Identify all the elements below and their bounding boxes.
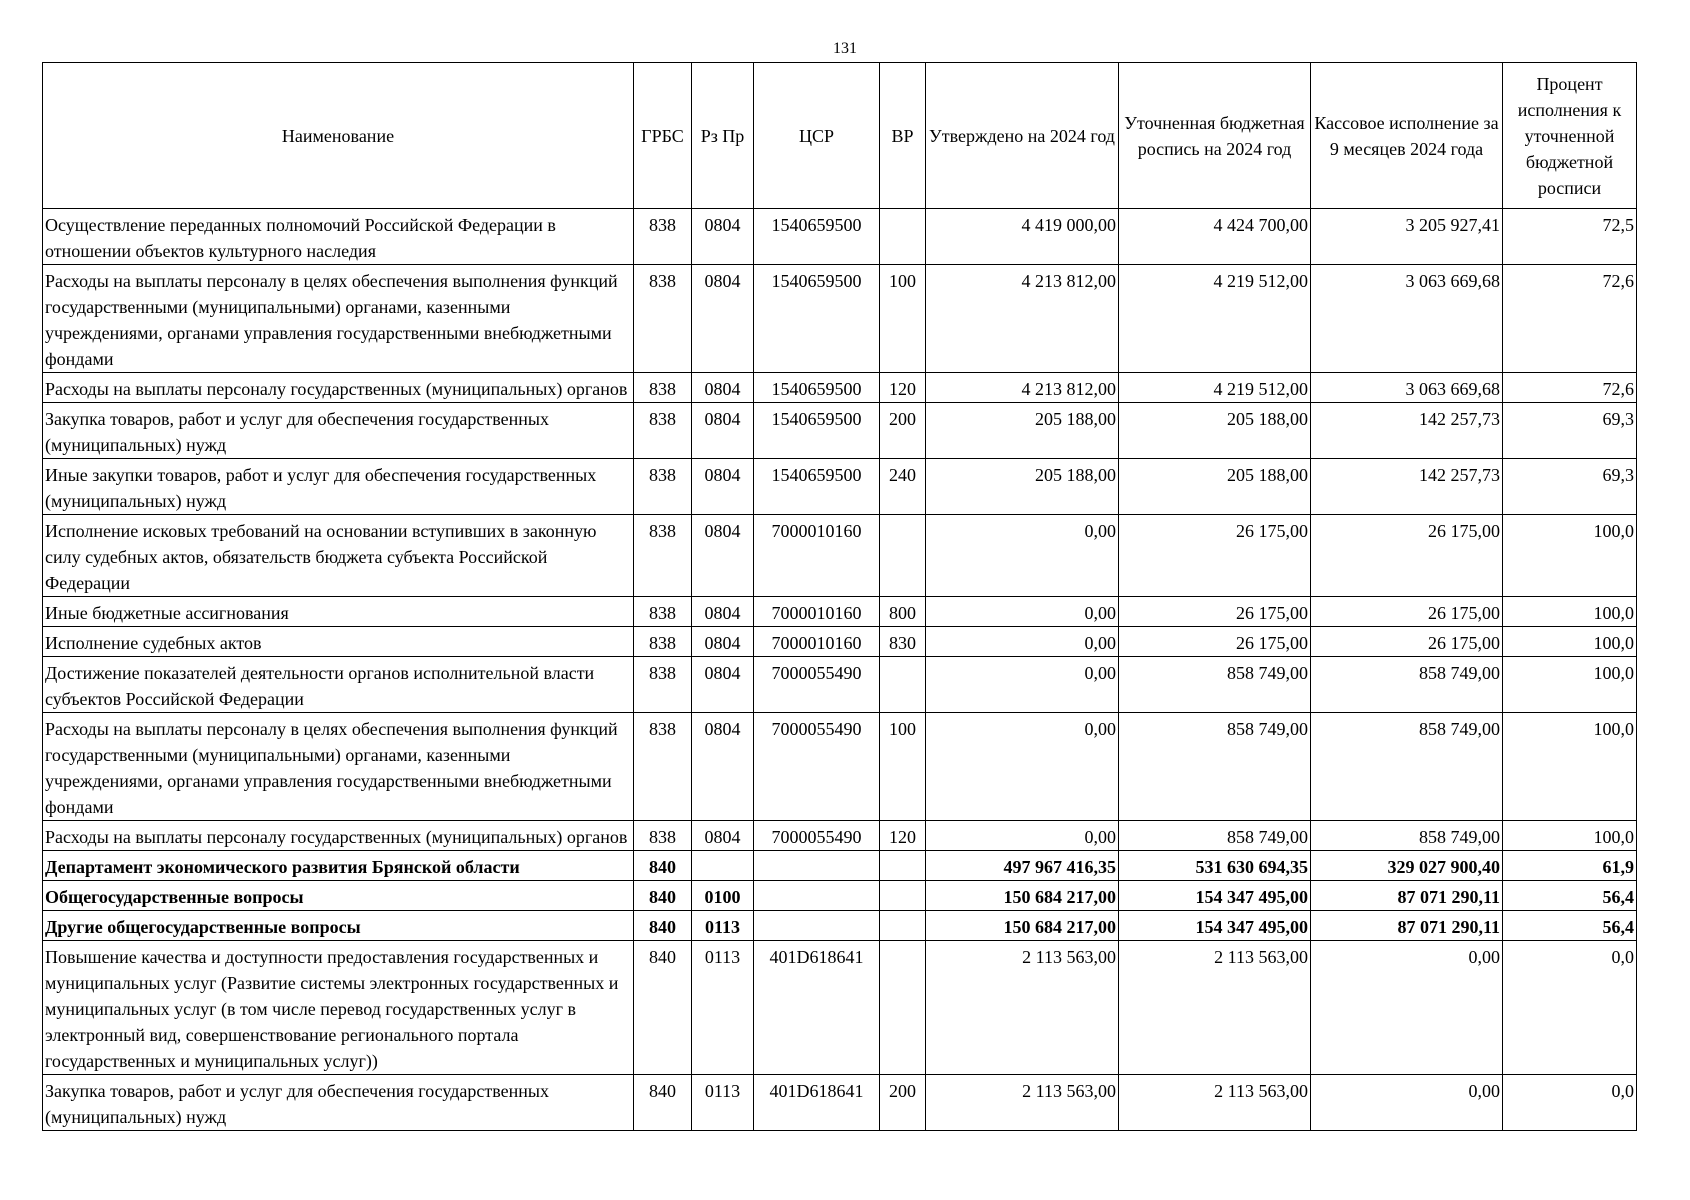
cell-vr: 100 <box>880 713 926 821</box>
cell-csr: 7000010160 <box>754 597 880 627</box>
cell-approved: 205 188,00 <box>926 459 1119 515</box>
table-row <box>43 821 1637 851</box>
cell-rzpr: 0804 <box>692 459 754 515</box>
cell-percent: 72,6 <box>1503 265 1637 373</box>
cell-refined: 858 749,00 <box>1119 657 1311 713</box>
header-grbs: ГРБС <box>634 63 692 209</box>
cell-grbs: 840 <box>634 941 692 1075</box>
cell-cash: 26 175,00 <box>1311 515 1503 597</box>
cell-cash: 3 063 669,68 <box>1311 373 1503 403</box>
cell-vr <box>880 657 926 713</box>
cell-refined: 531 630 694,35 <box>1119 851 1311 881</box>
cell-csr: 1540659500 <box>754 209 880 265</box>
cell-grbs: 840 <box>634 851 692 881</box>
header-percent: Процент исполнения к уточненной бюджетной росписи <box>1503 63 1637 209</box>
table-row <box>43 851 1637 881</box>
cell-grbs: 838 <box>634 459 692 515</box>
cell-grbs: 838 <box>634 403 692 459</box>
cell-cash: 87 071 290,11 <box>1311 911 1503 941</box>
cell-refined: 2 113 563,00 <box>1119 1075 1311 1131</box>
cell-refined: 858 749,00 <box>1119 713 1311 821</box>
cell-vr <box>880 911 926 941</box>
cell-cash: 858 749,00 <box>1311 657 1503 713</box>
table-row <box>43 597 1637 627</box>
cell-csr: 1540659500 <box>754 459 880 515</box>
cell-grbs: 838 <box>634 657 692 713</box>
cell-name: Расходы на выплаты персоналу в целях обеспечения выполнения функций государственными (муниципальными) органами, казенными учреждениями, органами управления государственными внебюджетными фондами <box>43 265 634 373</box>
table-row <box>43 265 1637 373</box>
cell-name: Закупка товаров, работ и услуг для обеспечения государственных (муниципальных) нужд <box>43 1075 634 1131</box>
header-name: Наименование <box>43 63 634 209</box>
cell-csr: 7000010160 <box>754 627 880 657</box>
cell-refined: 26 175,00 <box>1119 515 1311 597</box>
cell-percent: 72,6 <box>1503 373 1637 403</box>
cell-grbs: 838 <box>634 597 692 627</box>
table-row <box>43 941 1637 1075</box>
cell-vr <box>880 209 926 265</box>
cell-approved: 2 113 563,00 <box>926 941 1119 1075</box>
cell-cash: 142 257,73 <box>1311 459 1503 515</box>
cell-name: Общегосударственные вопросы <box>43 881 634 911</box>
cell-name: Расходы на выплаты персоналу государственных (муниципальных) органов <box>43 373 634 403</box>
cell-vr: 200 <box>880 1075 926 1131</box>
cell-percent: 56,4 <box>1503 911 1637 941</box>
cell-cash: 0,00 <box>1311 1075 1503 1131</box>
cell-percent: 100,0 <box>1503 627 1637 657</box>
table-row <box>43 459 1637 515</box>
cell-rzpr: 0804 <box>692 713 754 821</box>
cell-percent: 56,4 <box>1503 881 1637 911</box>
cell-rzpr: 0804 <box>692 627 754 657</box>
cell-percent: 100,0 <box>1503 515 1637 597</box>
cell-name: Повышение качества и доступности предоставления государственных и муниципальных услуг (Развитие системы электронных государственных и муниципальных услуг (в том числе перевод государственных услуг в электронный вид, совершенствование регионального портала государственных и муниципальных услуг)) <box>43 941 634 1075</box>
cell-grbs: 840 <box>634 881 692 911</box>
cell-csr: 401D618641 <box>754 1075 880 1131</box>
cell-rzpr: 0113 <box>692 1075 754 1131</box>
cell-cash: 87 071 290,11 <box>1311 881 1503 911</box>
cell-name: Иные закупки товаров, работ и услуг для обеспечения государственных (муниципальных) нужд <box>43 459 634 515</box>
cell-cash: 3 063 669,68 <box>1311 265 1503 373</box>
cell-refined: 26 175,00 <box>1119 627 1311 657</box>
cell-grbs: 838 <box>634 821 692 851</box>
cell-approved: 0,00 <box>926 627 1119 657</box>
cell-cash: 858 749,00 <box>1311 821 1503 851</box>
cell-vr <box>880 941 926 1075</box>
cell-grbs: 840 <box>634 1075 692 1131</box>
cell-csr: 1540659500 <box>754 265 880 373</box>
cell-approved: 0,00 <box>926 597 1119 627</box>
cell-rzpr: 0804 <box>692 373 754 403</box>
cell-csr: 7000055490 <box>754 713 880 821</box>
cell-approved: 0,00 <box>926 515 1119 597</box>
cell-csr: 1540659500 <box>754 403 880 459</box>
budget-table <box>42 62 1637 1131</box>
header-cash: Кассовое исполнение за 9 месяцев 2024 года <box>1311 63 1503 209</box>
cell-vr: 200 <box>880 403 926 459</box>
cell-cash: 26 175,00 <box>1311 597 1503 627</box>
cell-approved: 0,00 <box>926 657 1119 713</box>
cell-grbs: 838 <box>634 209 692 265</box>
header-rzpr: Рз Пр <box>692 63 754 209</box>
cell-rzpr <box>692 851 754 881</box>
table-row <box>43 713 1637 821</box>
cell-csr <box>754 911 880 941</box>
cell-csr: 401D618641 <box>754 941 880 1075</box>
header-csr: ЦСР <box>754 63 880 209</box>
cell-refined: 154 347 495,00 <box>1119 911 1311 941</box>
cell-name: Достижение показателей деятельности органов исполнительной власти субъектов Российской Федерации <box>43 657 634 713</box>
cell-vr <box>880 515 926 597</box>
cell-approved: 150 684 217,00 <box>926 881 1119 911</box>
cell-approved: 205 188,00 <box>926 403 1119 459</box>
cell-grbs: 838 <box>634 713 692 821</box>
cell-csr <box>754 881 880 911</box>
cell-approved: 150 684 217,00 <box>926 911 1119 941</box>
cell-grbs: 838 <box>634 373 692 403</box>
cell-name: Расходы на выплаты персоналу в целях обеспечения выполнения функций государственными (муниципальными) органами, казенными учреждениями, органами управления государственными внебюджетными фондами <box>43 713 634 821</box>
cell-grbs: 838 <box>634 265 692 373</box>
cell-percent: 0,0 <box>1503 941 1637 1075</box>
cell-rzpr: 0804 <box>692 597 754 627</box>
cell-vr <box>880 851 926 881</box>
table-row <box>43 657 1637 713</box>
cell-refined: 26 175,00 <box>1119 597 1311 627</box>
cell-cash: 329 027 900,40 <box>1311 851 1503 881</box>
cell-cash: 0,00 <box>1311 941 1503 1075</box>
cell-rzpr: 0804 <box>692 657 754 713</box>
cell-percent: 69,3 <box>1503 403 1637 459</box>
cell-csr: 7000055490 <box>754 821 880 851</box>
cell-vr <box>880 881 926 911</box>
cell-cash: 858 749,00 <box>1311 713 1503 821</box>
cell-csr: 7000010160 <box>754 515 880 597</box>
cell-name: Расходы на выплаты персоналу государственных (муниципальных) органов <box>43 821 634 851</box>
cell-refined: 4 219 512,00 <box>1119 373 1311 403</box>
header-refined: Уточненная бюджетная роспись на 2024 год <box>1119 63 1311 209</box>
cell-approved: 4 213 812,00 <box>926 373 1119 403</box>
cell-cash: 142 257,73 <box>1311 403 1503 459</box>
cell-cash: 3 205 927,41 <box>1311 209 1503 265</box>
cell-rzpr: 0804 <box>692 515 754 597</box>
cell-rzpr: 0113 <box>692 911 754 941</box>
cell-name: Исполнение судебных актов <box>43 627 634 657</box>
cell-grbs: 838 <box>634 627 692 657</box>
cell-vr: 800 <box>880 597 926 627</box>
table-row <box>43 515 1637 597</box>
cell-name: Иные бюджетные ассигнования <box>43 597 634 627</box>
table-row <box>43 403 1637 459</box>
cell-rzpr: 0113 <box>692 941 754 1075</box>
header-approved: Утверждено на 2024 год <box>926 63 1119 209</box>
cell-rzpr: 0804 <box>692 209 754 265</box>
cell-vr: 240 <box>880 459 926 515</box>
table-row <box>43 881 1637 911</box>
cell-percent: 100,0 <box>1503 657 1637 713</box>
cell-name: Осуществление переданных полномочий Российской Федерации в отношении объектов культурного наследия <box>43 209 634 265</box>
cell-csr <box>754 851 880 881</box>
cell-rzpr: 0100 <box>692 881 754 911</box>
header-vr: ВР <box>880 63 926 209</box>
table-row <box>43 627 1637 657</box>
cell-vr: 120 <box>880 373 926 403</box>
table-body <box>43 209 1637 1131</box>
cell-vr: 830 <box>880 627 926 657</box>
cell-refined: 2 113 563,00 <box>1119 941 1311 1075</box>
cell-name: Другие общегосударственные вопросы <box>43 911 634 941</box>
cell-percent: 72,5 <box>1503 209 1637 265</box>
cell-rzpr: 0804 <box>692 821 754 851</box>
cell-approved: 2 113 563,00 <box>926 1075 1119 1131</box>
cell-grbs: 838 <box>634 515 692 597</box>
cell-approved: 0,00 <box>926 713 1119 821</box>
cell-vr: 120 <box>880 821 926 851</box>
cell-approved: 497 967 416,35 <box>926 851 1119 881</box>
cell-refined: 858 749,00 <box>1119 821 1311 851</box>
cell-refined: 4 424 700,00 <box>1119 209 1311 265</box>
cell-cash: 26 175,00 <box>1311 627 1503 657</box>
cell-rzpr: 0804 <box>692 265 754 373</box>
cell-csr: 1540659500 <box>754 373 880 403</box>
cell-grbs: 840 <box>634 911 692 941</box>
cell-refined: 205 188,00 <box>1119 403 1311 459</box>
header-row <box>43 63 1637 209</box>
cell-percent: 100,0 <box>1503 597 1637 627</box>
cell-approved: 0,00 <box>926 821 1119 851</box>
cell-refined: 154 347 495,00 <box>1119 881 1311 911</box>
cell-percent: 100,0 <box>1503 713 1637 821</box>
cell-percent: 100,0 <box>1503 821 1637 851</box>
cell-name: Исполнение исковых требований на основании вступивших в законную силу судебных актов, обязательств бюджета субъекта Российской Федерации <box>43 515 634 597</box>
cell-rzpr: 0804 <box>692 403 754 459</box>
cell-percent: 61,9 <box>1503 851 1637 881</box>
cell-csr: 7000055490 <box>754 657 880 713</box>
cell-percent: 0,0 <box>1503 1075 1637 1131</box>
cell-name: Департамент экономического развития Брянской области <box>43 851 634 881</box>
cell-refined: 4 219 512,00 <box>1119 265 1311 373</box>
cell-approved: 4 213 812,00 <box>926 265 1119 373</box>
cell-approved: 4 419 000,00 <box>926 209 1119 265</box>
table-row <box>43 373 1637 403</box>
table-row <box>43 1075 1637 1131</box>
page-number: 131 <box>833 40 857 57</box>
cell-refined: 205 188,00 <box>1119 459 1311 515</box>
cell-vr: 100 <box>880 265 926 373</box>
table-row <box>43 209 1637 265</box>
table-row <box>43 911 1637 941</box>
cell-percent: 69,3 <box>1503 459 1637 515</box>
cell-name: Закупка товаров, работ и услуг для обеспечения государственных (муниципальных) нужд <box>43 403 634 459</box>
